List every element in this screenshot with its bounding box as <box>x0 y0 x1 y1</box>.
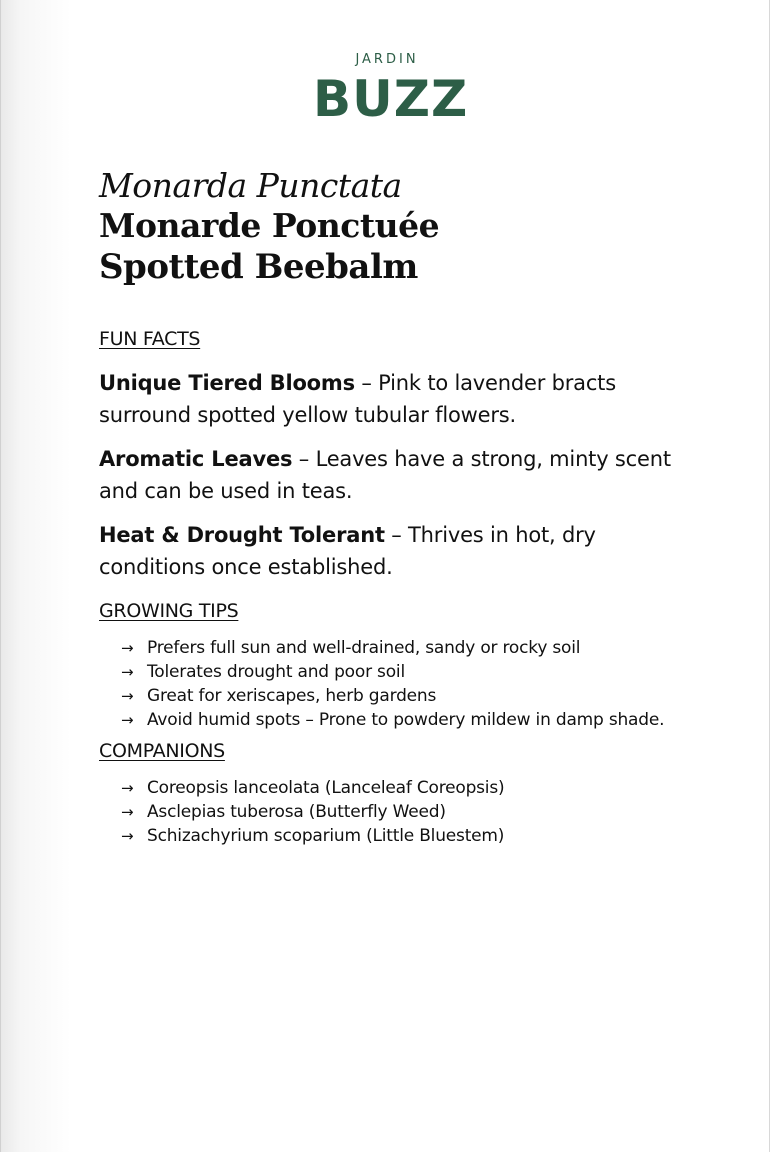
arrow-right-icon: → <box>121 779 134 797</box>
list-item <box>121 708 664 732</box>
fact-title: Aromatic Leaves <box>99 447 293 471</box>
list-item-text: Asclepias tuberosa (Butterfly Weed) <box>147 802 446 822</box>
list-item <box>121 684 664 708</box>
fact-item <box>99 443 699 507</box>
companions-heading: COMPANIONS <box>99 740 225 762</box>
french-name: Monarde Ponctuée <box>99 206 440 245</box>
fun-facts-heading: FUN FACTS <box>99 328 201 350</box>
list-item-text: Schizachyrium scoparium (Little Bluestem) <box>147 826 505 846</box>
list-item-text: Prefers full sun and well-drained, sandy or rocky soil <box>147 638 581 658</box>
growing-tips-heading: GROWING TIPS <box>99 600 239 622</box>
jardin-buzz-logo <box>313 50 469 128</box>
list-item-text: Great for xeriscapes, herb gardens <box>147 686 437 706</box>
growing-tips-list <box>121 636 664 732</box>
fact-text: – Thrives in hot, dry conditions once established. <box>99 523 596 579</box>
arrow-right-icon: → <box>121 687 134 705</box>
list-item <box>121 824 504 848</box>
fact-text: – Pink to lavender bracts surround spotted yellow tubular flowers. <box>99 371 616 427</box>
fact-title: Heat & Drought Tolerant <box>99 523 385 547</box>
arrow-right-icon: → <box>121 803 134 821</box>
arrow-right-icon: → <box>121 711 134 729</box>
english-name: Spotted Beebalm <box>99 247 418 287</box>
arrow-right-icon: → <box>121 639 134 657</box>
list-item <box>121 636 664 660</box>
fact-item <box>99 519 699 583</box>
fact-text: – Leaves have a strong, minty scent and can be used in teas. <box>99 447 671 503</box>
plant-titles <box>99 166 439 288</box>
list-item-text: Coreopsis lanceolata (Lanceleaf Coreopsis) <box>147 778 505 798</box>
logo-big-text: BUZZ <box>313 70 469 128</box>
list-item-text: Tolerates drought and poor soil <box>147 662 405 682</box>
list-item <box>121 660 664 684</box>
latin-name: Monarda Punctata <box>99 166 402 205</box>
logo-small-text: JARDIN <box>355 52 419 67</box>
fact-title: Unique Tiered Blooms <box>99 371 355 395</box>
fact-item <box>99 367 699 431</box>
arrow-right-icon: → <box>121 663 134 681</box>
list-item <box>121 776 504 800</box>
arrow-right-icon: → <box>121 827 134 845</box>
list-item-text: Avoid humid spots – Prone to powdery mildew in damp shade. <box>147 710 665 730</box>
list-item <box>121 800 504 824</box>
companions-list <box>121 776 504 848</box>
